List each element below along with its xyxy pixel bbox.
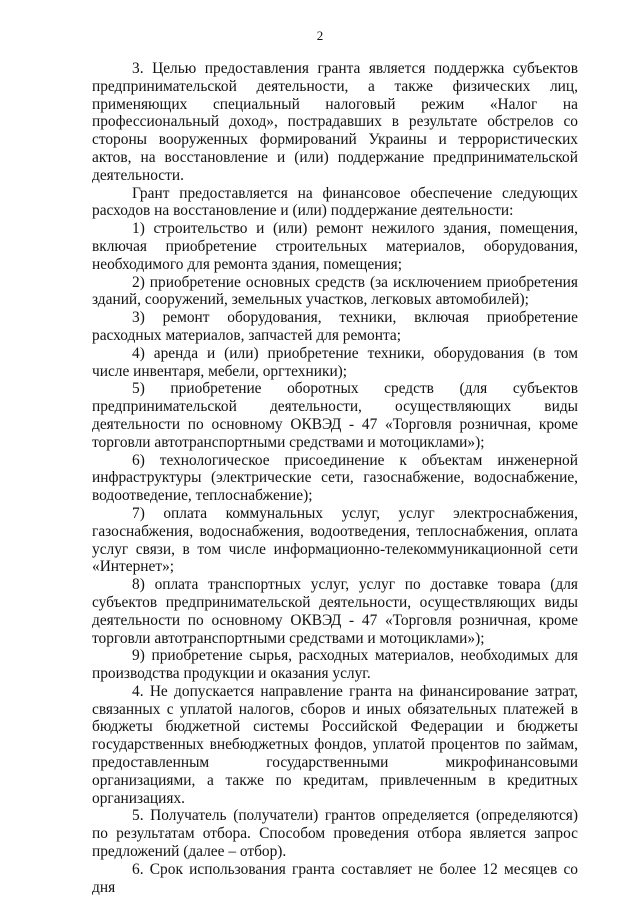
paragraph-5-recipients: 5. Получатель (получатели) грантов определяется (определяются) по результатам отбора. Способом проведения отбора является запрос предложений (далее – отбор).: [92, 807, 578, 861]
document-body: [92, 60, 578, 896]
list-item-4: 4) аренда и (или) приобретение техники, оборудования (в том числе инвентаря, мебели, оргтехники);: [92, 344, 578, 380]
list-item-5: 5) приобретение оборотных средств (для субъектов предпринимательской деятельности, осуществляющих виды деятельности по основному ОКВЭД - 47 «Торговля розничная, кроме торговли автотранспортными средствами и мотоциклами»);: [92, 380, 578, 451]
paragraph-4-restrictions: 4. Не допускается направление гранта на финансирование затрат, связанных с уплатой налогов, сборов и иных обязательных платежей в бюджеты бюджетной системы Российской Федерации и бюджеты государственных внебюджетных фондов, уплатой процентов по займам, предоставленным государственными микрофинансовыми организациями, а также по кредитам, привлеченным в кредитных организациях.: [92, 682, 578, 807]
list-item-3: 3) ремонт оборудования, техники, включая приобретение расходных материалов, запчастей для ремонта;: [92, 309, 578, 344]
list-item-6: 6) технологическое присоединение к объектам инженерной инфраструктуры (электрические сети, газоснабжение, водоснабжение, водоотведение, теплоснабжение);: [92, 451, 578, 505]
list-item-2: 2) приобретение основных средств (за исключением приобретения зданий, сооружений, земельных участков, легковых автомобилей);: [92, 273, 578, 309]
list-item-1: 1) строительство и (или) ремонт нежилого здания, помещения, включая приобретение строительных материалов, оборудования, необходимого для ремонта здания, помещения;: [92, 220, 578, 273]
list-item-7: 7) оплата коммунальных услуг, услуг электроснабжения, газоснабжения, водоснабжения, водоотведения, теплоснабжения, оплата услуг связи, в том числе информационно-телекоммуникационной сети «Интернет»;: [92, 504, 578, 576]
list-item-8: 8) оплата транспортных услуг, услуг по доставке товара (для субъектов предпринимательской деятельности, осуществляющих виды деятельности по основному ОКВЭД - 47 «Торговля розничная, кроме торговли автотранспортными средствами и мотоциклами»);: [92, 576, 578, 647]
list-item-9: 9) приобретение сырья, расходных материалов, необходимых для производства продукции и оказания услуг.: [92, 647, 578, 683]
paragraph-3-goal: 3. Целью предоставления гранта является поддержка субъектов предпринимательской деятельности, а также физических лиц, применяющих специальный налоговый режим «Налог на профессиональный доход», пострадавших в результате обстрелов со стороны вооруженных формирований Украины и террористических актов, на восстановление и (или) поддержание предпринимательской деятельности.: [92, 60, 578, 184]
paragraph-grant-expenses-intro: Грант предоставляется на финансовое обеспечение следующих расходов на восстановление и (или) поддержание деятельности:: [92, 184, 578, 220]
page-number: 2: [316, 28, 324, 43]
paragraph-6-term: 6. Срок использования гранта составляет не более 12 месяцев со дня: [92, 860, 578, 896]
